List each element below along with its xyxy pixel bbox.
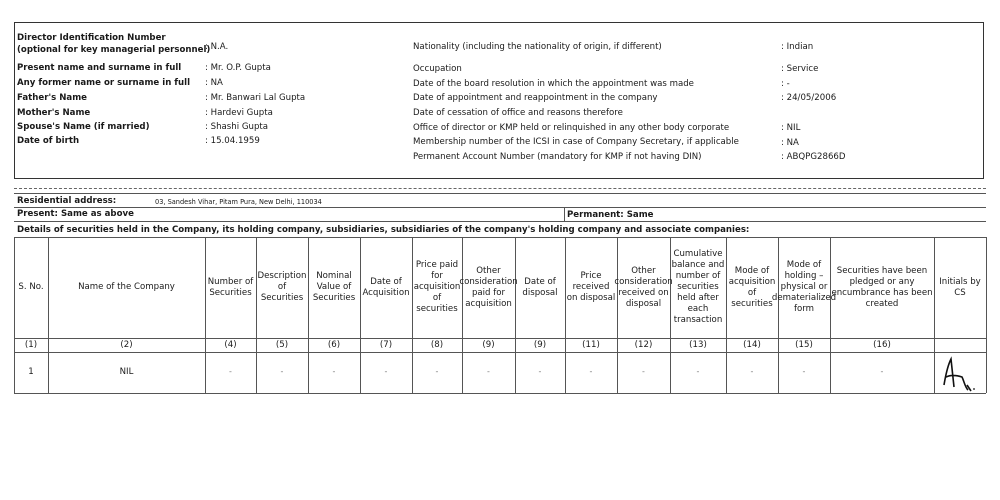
table-cell: - <box>880 367 884 376</box>
address-line-2 <box>14 207 986 208</box>
appointment-date-label: Date of appointment and reappointment in the company <box>413 93 658 103</box>
column-header: Price paid for acquisition of securities <box>413 260 461 314</box>
occupation-value: : Service <box>781 64 819 74</box>
column-number: (12) <box>634 340 653 350</box>
din-value: : N.A. <box>205 42 229 52</box>
other-office-value: : NIL <box>781 123 801 133</box>
table-cell: NIL <box>119 367 134 377</box>
residential-address-value: 03, Sandesh Vihar, Pitam Pura, New Delhi, 110034 <box>155 198 322 206</box>
column-number: (13) <box>689 340 707 350</box>
column-number: (16) <box>873 340 891 350</box>
nationality-label: Nationality (including the nationality of origin, if different) <box>413 42 662 52</box>
table-cell: - <box>435 367 439 376</box>
table-cell: - <box>642 367 645 376</box>
column-number: (4) <box>224 340 237 350</box>
present-name-value: : Mr. O.P. Gupta <box>205 63 271 73</box>
column-header: Mode of holding – physical or dematerialized form <box>771 260 837 314</box>
din-label: Director Identification Number <box>17 33 166 43</box>
column-header: Initials by CS <box>939 276 981 298</box>
mother-name-value: : Hardevi Gupta <box>205 108 273 118</box>
address-top-line <box>14 193 986 194</box>
column-header: Nominal Value of Securities <box>312 271 356 303</box>
pan-label: Permanent Account Number (mandatory for KMP if not having DIN) <box>413 152 702 162</box>
table-cell: - <box>538 367 542 376</box>
column-number: (2) <box>120 340 133 350</box>
table-cell: - <box>384 367 388 376</box>
icsi-membership-value: : NA <box>781 138 799 148</box>
column-header: Number of Securities <box>207 276 254 298</box>
column-number: (8) <box>430 340 444 350</box>
column-header: Date of Acquisition <box>362 276 410 298</box>
appointment-date-value: : 24/05/2006 <box>781 93 837 103</box>
dob-label: Date of birth <box>17 136 80 146</box>
section-divider <box>14 188 986 189</box>
column-header: Other consideration received on disposal <box>614 265 673 309</box>
table-numbers-border <box>14 352 986 353</box>
former-name-label: Any former name or surname in full <box>17 78 191 88</box>
table-column-rule <box>986 237 987 393</box>
column-header: Price received on disposal <box>566 271 616 303</box>
table-cell: 1 <box>28 367 34 377</box>
column-number: (1) <box>24 340 38 350</box>
column-number: (14) <box>743 340 761 350</box>
icsi-membership-label: Membership number of the ICSI in case of Company Secretary, if applicable <box>413 137 739 147</box>
column-number: (6) <box>327 340 341 350</box>
cs-initials-signature <box>940 355 978 395</box>
board-resolution-value: : - <box>781 79 790 89</box>
column-number: (15) <box>795 340 813 350</box>
address-line-3 <box>14 221 986 222</box>
spouse-name-value: : Shashi Gupta <box>205 122 269 132</box>
occupation-label: Occupation <box>413 64 462 74</box>
column-header: Date of disposal <box>522 276 558 298</box>
mother-name-label: Mother's Name <box>17 108 91 118</box>
table-cell: - <box>280 367 284 376</box>
residential-address-label: Residential address: <box>17 196 117 206</box>
din-label-note: (optional for key managerial personnel) <box>17 45 211 55</box>
table-cell: - <box>229 367 232 376</box>
column-header: S. No. <box>18 282 44 292</box>
address-divider <box>564 207 565 221</box>
nationality-value: : Indian <box>781 42 814 52</box>
table-cell: - <box>487 367 490 376</box>
present-name-label: Present name and surname in full <box>17 63 182 73</box>
column-header: Cumulative balance and number of securities held after each transaction <box>671 249 725 325</box>
cessation-label: Date of cessation of office and reasons therefore <box>413 108 623 118</box>
table-bottom-border <box>14 393 986 394</box>
column-number: (5) <box>275 340 289 350</box>
column-header: Name of the Company <box>78 282 175 292</box>
spouse-name-label: Spouse's Name (if married) <box>17 122 150 132</box>
column-number: (7) <box>379 340 393 350</box>
column-number: (9) <box>533 340 547 350</box>
present-address: Present: Same as above <box>17 209 134 219</box>
father-name-label: Father's Name <box>17 93 87 103</box>
father-name-value: : Mr. Banwari Lal Gupta <box>205 93 306 103</box>
table-cell: - <box>589 367 593 376</box>
securities-heading: Details of securities held in the Company, its holding company, subsidiaries, subsidiaries of the company's holding company and associate companies: <box>17 225 750 235</box>
dob-value: : 15.04.1959 <box>205 136 260 146</box>
column-header: Securities have been pledged or any encumbrance has been created <box>831 265 933 309</box>
pan-value: : ABQPG2866D <box>781 152 846 162</box>
permanent-address: Permanent: Same <box>567 210 654 220</box>
other-office-label: Office of director or KMP held or relinquished in any other body corporate <box>413 123 730 133</box>
column-header: Description of Securities <box>257 271 307 303</box>
table-cell: - <box>802 367 806 376</box>
table-header-border <box>14 338 986 339</box>
board-resolution-label: Date of the board resolution in which the appointment was made <box>413 79 694 89</box>
table-cell: - <box>332 367 336 376</box>
table-cell: - <box>750 367 754 376</box>
column-number: (11) <box>582 340 600 350</box>
column-number: (9) <box>482 340 495 350</box>
table-cell: - <box>696 367 700 376</box>
former-name-value: : NA <box>205 78 223 88</box>
column-header: Other consideration paid for acquisition <box>459 265 518 309</box>
column-header: Mode of acquisition of securities <box>728 265 776 309</box>
